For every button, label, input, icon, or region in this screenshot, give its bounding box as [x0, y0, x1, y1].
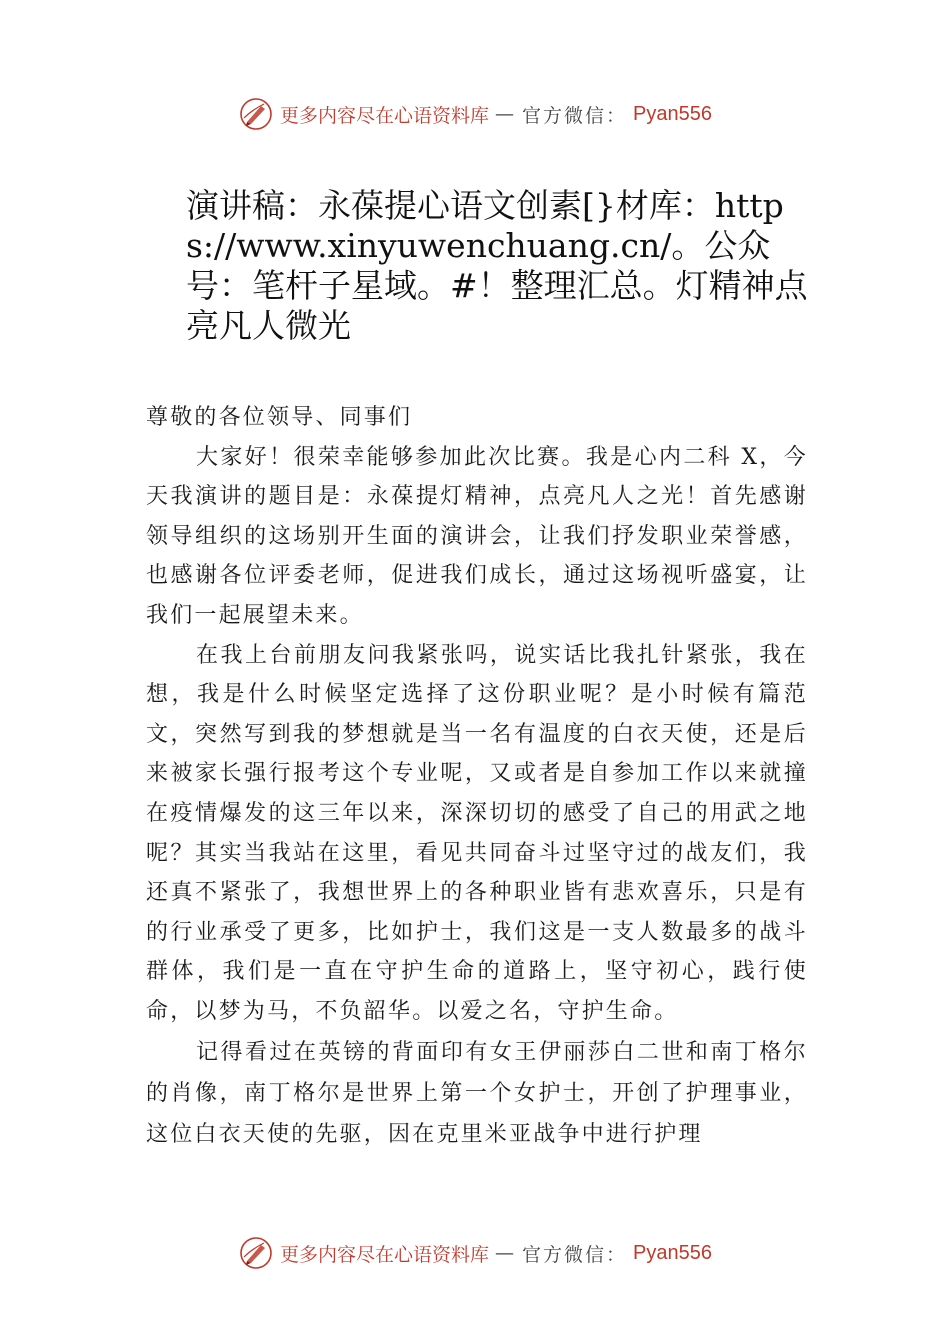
banner-wechat-label: 官方微信： — [522, 1243, 628, 1266]
paragraph: 在我上台前朋友问我紧张吗，说实话比我扎针紧张，我在想，我是什么时候坚定选择了这份职业呢？是小时候有篇范文，突然写到我的梦想就是当一名有温度的白衣天使，还是后来被家长强行报考这个专业呢，又或者是自参加工作以来就撞在疫情爆发的这三年以来，深深切切的感受了自己的用武之地呢？其实当我站在这里，看见共同奋斗过坚守过的战友们，我还真不紧张了，我想世界上的各种职业皆有悲欢喜乐，只是有的行业承受了更多，比如护士，我们这是一支人数最多的战斗群体，我们是一直在守护生命的道路上，坚守初心，践行使命，以梦为马，不负韶华。以爱之名，守护生命。 — [146, 642, 808, 1024]
banner-dash: — — [495, 1242, 517, 1264]
footer-banner — [0, 1233, 950, 1273]
pen-logo-icon — [238, 96, 274, 132]
banner-wechat-label: 官方微信： — [522, 104, 628, 127]
banner-wechat-id: Pyan556 — [633, 102, 712, 125]
header-banner — [0, 94, 950, 134]
banner-site-text: 更多内容尽在心语资料库 — [280, 1243, 490, 1266]
salutation: 尊敬的各位领导、同事们 — [146, 405, 413, 430]
document-title: 演讲稿：永葆提心语文创素[}材库：https://www.xinyuwenchuang.cn/。公众号：笔杆子星域。#！整理汇总。灯精神点亮凡人微光 — [186, 186, 808, 345]
document-body — [146, 398, 808, 1155]
banner-wechat-id: Pyan556 — [633, 1241, 712, 1264]
banner-site-text: 更多内容尽在心语资料库 — [280, 104, 490, 127]
banner-dash: — — [495, 103, 517, 125]
paragraph: 大家好！很荣幸能够参加此次比赛。我是心内二科 X，今天我演讲的题目是：永葆提灯精神，点亮凡人之光！首先感谢领导组织的这场别开生面的演讲会，让我们抒发职业荣誉感，也感谢各位评委老师，促进我们成长，通过这场视听盛宴，让我们一起展望未来。 — [146, 444, 808, 628]
paragraph: 记得看过在英镑的背面印有女王伊丽莎白二世和南丁格尔的肖像，南丁格尔是世界上第一个女护士，开创了护理事业，这位白衣天使的先驱，因在克里米亚战争中进行护理 — [146, 1039, 808, 1147]
pen-logo-icon — [238, 1235, 274, 1271]
